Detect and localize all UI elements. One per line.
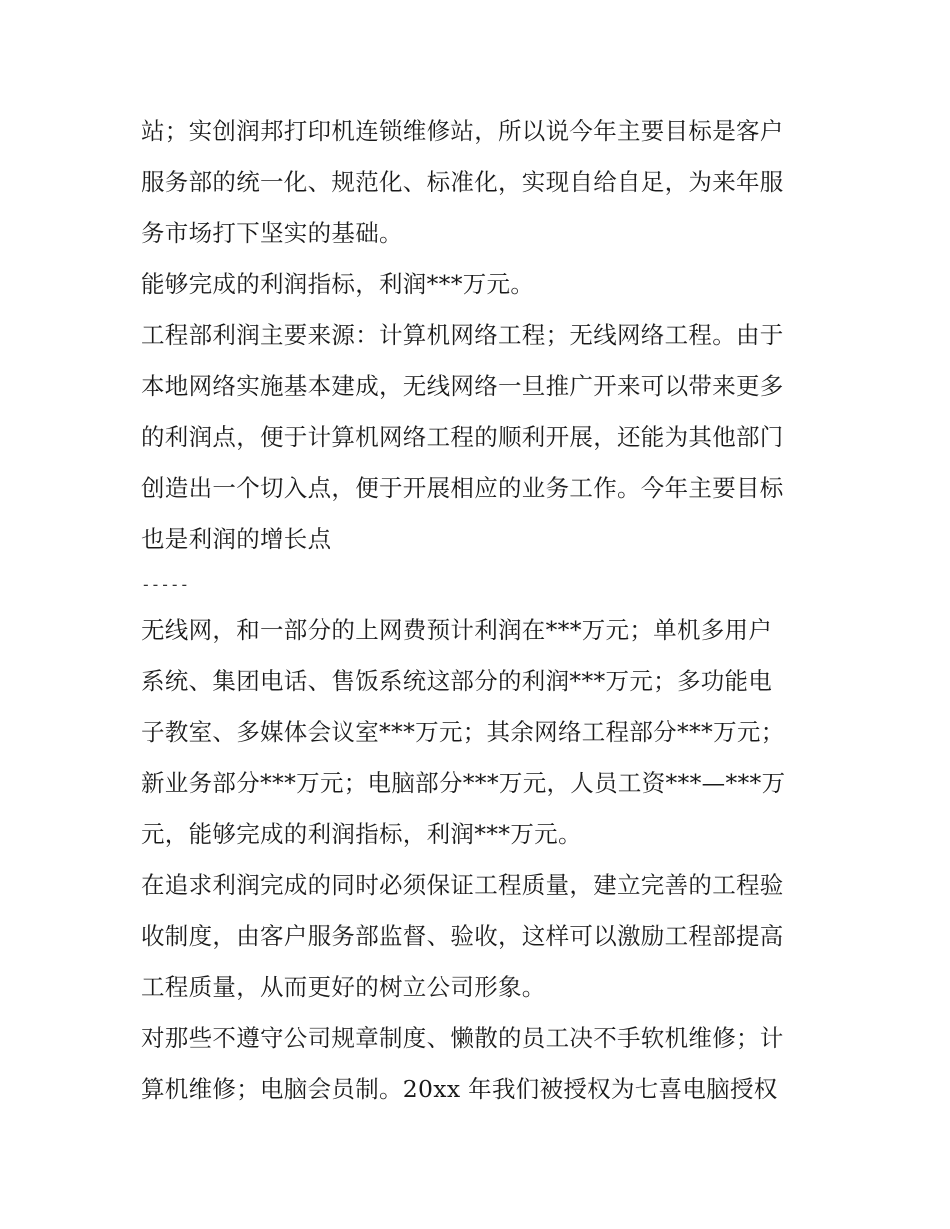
text-line: 算机维修；电脑会员制。20xx 年我们被授权为七喜电脑授权 (141, 1075, 778, 1103)
paragraph-2 (141, 259, 821, 310)
text-line: 子教室、多媒体会议室***万元；其余网络工程部分***万元； (141, 718, 785, 746)
text-line: 在追求利润完成的同时必须保证工程质量，建立完善的工程验 (141, 871, 784, 899)
text-line: 服务部的统一化、规范化、标准化，实现自给自足，为来年服 (141, 168, 784, 196)
text-line: 本地网络实施基本建成，无线网络一旦推广开来可以带来更多 (141, 372, 784, 400)
text-line: 创造出一个切入点，便于开展相应的业务工作。今年主要目标 (141, 474, 784, 502)
text-line: 无线网，和一部分的上网费预计利润在***万元；单机多用户 (141, 616, 773, 644)
text-line: 工程质量，从而更好的树立公司形象。 (141, 973, 546, 1001)
paragraph-4 (141, 605, 821, 860)
document-body (141, 106, 821, 1115)
text-line: 能够完成的利润指标，利润***万元。 (141, 270, 535, 298)
text-line: 工程部利润主要来源：计算机网络工程；无线网络工程。由于 (141, 321, 784, 349)
text-line: 新业务部分***万元；电脑部分***万元，人员工资***—***万 (141, 769, 786, 797)
separator-dashes: ----- (141, 575, 190, 594)
text-line: 的利润点，便于计算机网络工程的顺利开展，还能为其他部门 (141, 423, 784, 451)
text-line: 也是利润的增长点 (141, 525, 332, 553)
paragraph-1 (141, 106, 821, 259)
paragraph-6 (141, 1013, 821, 1115)
paragraph-5 (141, 860, 821, 1013)
text-line: 收制度，由客户服务部监督、验收，这样可以激励工程部提高 (141, 922, 784, 950)
text-line: 元，能够完成的利润指标，利润***万元。 (141, 820, 582, 848)
text-line: 务市场打下坚实的基础。 (141, 219, 403, 247)
text-line: 对那些不遵守公司规章制度、懒散的员工决不手软机维修；计 (141, 1024, 784, 1052)
paragraph-3 (141, 310, 821, 565)
text-line: 站；实创润邦打印机连锁维修站，所以说今年主要目标是客户 (141, 117, 784, 145)
text-line: 系统、集团电话、售饭系统这部分的利润***万元；多功能电 (141, 667, 773, 695)
